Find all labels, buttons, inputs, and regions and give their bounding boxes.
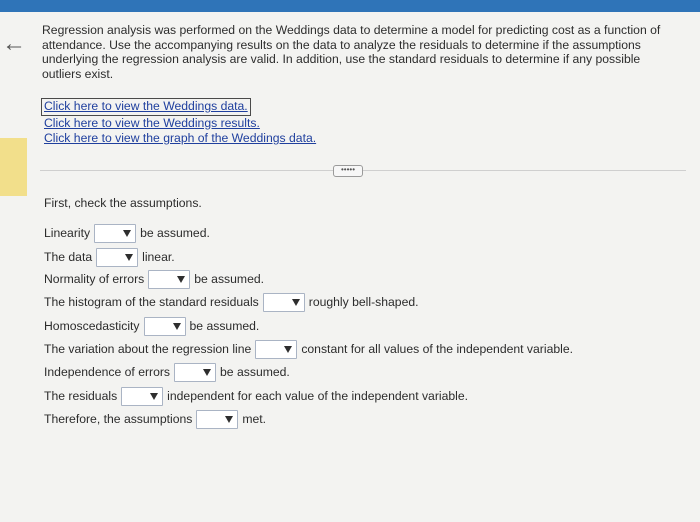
- residuals-dropdown[interactable]: [121, 387, 163, 406]
- chevron-down-icon: [292, 299, 300, 306]
- chevron-down-icon: [177, 276, 185, 283]
- data-linear-row: [44, 246, 175, 268]
- variation-row: [44, 338, 573, 360]
- row-label: The residuals: [44, 389, 118, 403]
- chevron-down-icon: [123, 230, 131, 237]
- row-label: Independence of errors: [44, 365, 171, 379]
- row-suffix: linear.: [142, 250, 175, 264]
- more-options-button[interactable]: •••••: [333, 165, 363, 177]
- row-suffix: met.: [242, 412, 267, 426]
- instructions-text: First, check the assumptions.: [44, 196, 202, 210]
- row-label: Therefore, the assumptions: [44, 412, 193, 426]
- question-prompt: Regression analysis was performed on the Weddings data to determine a model for predicting cost as a function of attendance. Use the accompanying results on the data to analyze the residuals to determine if the assumptions underlying the regression analysis are valid. In addition, use the standard residuals to determine if any possible outliers exist.: [42, 23, 661, 81]
- chevron-down-icon: [225, 416, 233, 423]
- conclusion-row: [44, 408, 266, 430]
- resource-links: [44, 98, 316, 147]
- chevron-down-icon: [284, 346, 292, 353]
- residuals-row: [44, 385, 468, 407]
- linearity-row: [44, 222, 210, 244]
- back-arrow-icon[interactable]: ←: [2, 30, 26, 57]
- histogram-row: [44, 291, 419, 313]
- row-label: The data: [44, 250, 93, 264]
- row-suffix: constant for all values of the independent variable.: [301, 342, 574, 356]
- row-suffix: be assumed.: [189, 319, 260, 333]
- variation-dropdown[interactable]: [255, 340, 297, 359]
- normality-row: [44, 268, 264, 290]
- data-linear-dropdown[interactable]: [96, 248, 138, 267]
- homoscedasticity-row: [44, 315, 259, 337]
- row-suffix: be assumed.: [140, 226, 210, 240]
- section-divider: [40, 170, 686, 171]
- row-label: The variation about the regression line: [44, 342, 252, 356]
- row-suffix: be assumed.: [220, 365, 290, 379]
- weddings-graph-link[interactable]: Click here to view the graph of the Weddings data.: [44, 131, 317, 146]
- row-label: The histogram of the standard residuals: [44, 295, 259, 309]
- independence-dropdown[interactable]: [174, 363, 216, 382]
- question-highlight-strip: [0, 138, 27, 196]
- chevron-down-icon: [203, 369, 211, 376]
- linearity-dropdown[interactable]: [94, 224, 136, 243]
- homoscedasticity-dropdown[interactable]: [144, 317, 186, 336]
- normality-dropdown[interactable]: [148, 270, 190, 289]
- conclusion-dropdown[interactable]: [196, 410, 238, 429]
- independence-row: [44, 361, 290, 383]
- weddings-data-link[interactable]: Click here to view the Weddings data.: [41, 98, 251, 116]
- row-label: Homoscedasticity: [44, 319, 140, 333]
- row-label: Normality of errors: [44, 272, 145, 286]
- chevron-down-icon: [173, 323, 181, 330]
- row-label: Linearity: [44, 226, 91, 240]
- top-bar: [0, 0, 700, 12]
- histogram-dropdown[interactable]: [263, 293, 305, 312]
- chevron-down-icon: [150, 393, 158, 400]
- row-suffix: be assumed.: [194, 272, 265, 286]
- row-suffix: independent for each value of the independent variable.: [167, 389, 469, 403]
- weddings-results-link[interactable]: Click here to view the Weddings results.: [44, 115, 260, 130]
- row-suffix: roughly bell-shaped.: [308, 295, 419, 309]
- chevron-down-icon: [125, 254, 133, 261]
